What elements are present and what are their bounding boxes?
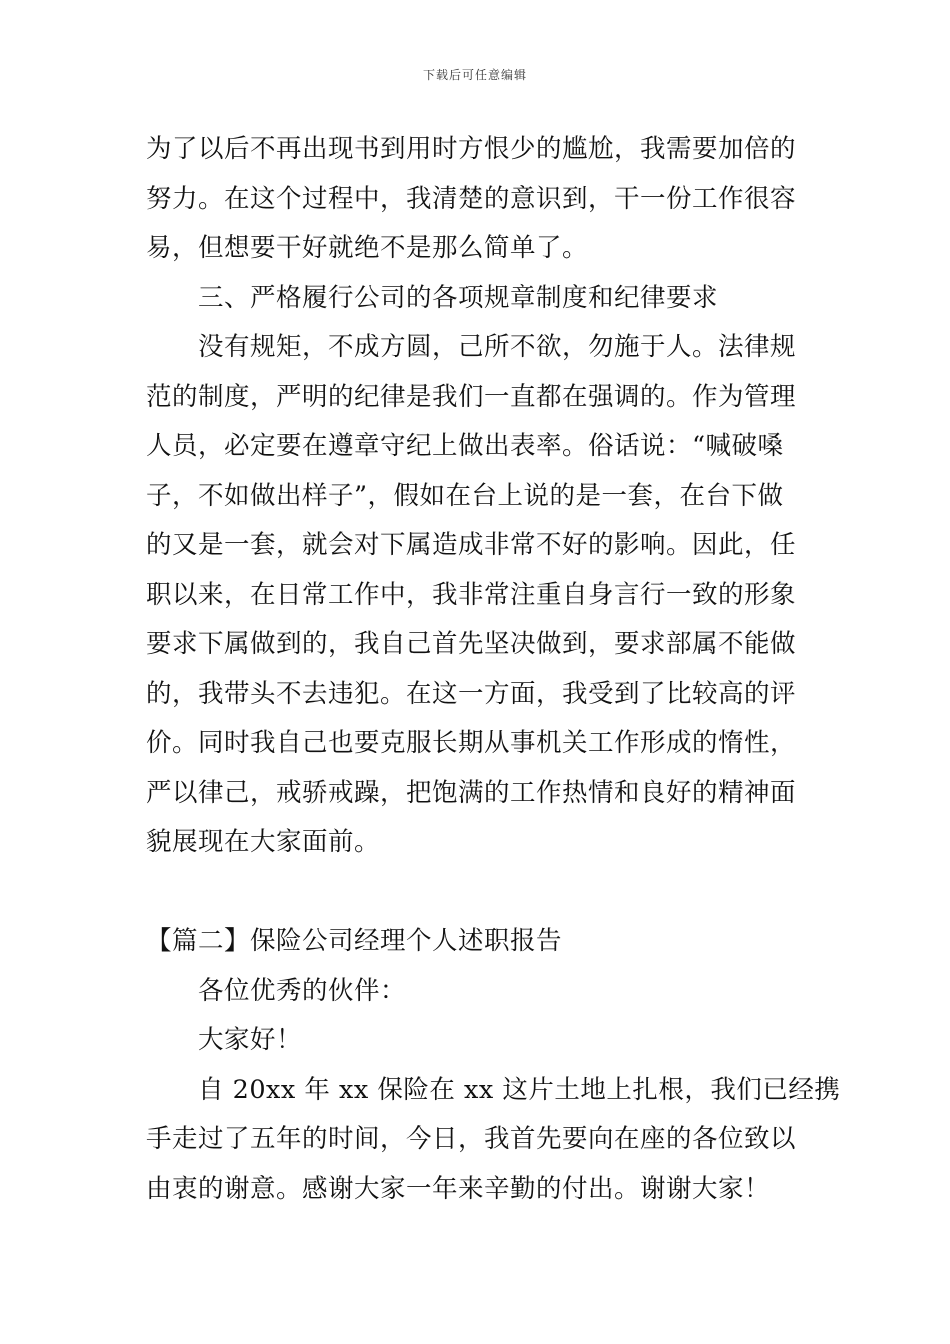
section-heading: 三、严格履行公司的各项规章制度和纪律要求 bbox=[198, 282, 719, 313]
paragraph-line: 的又是一套，就会对下属造成非常不好的影响。因此，任 bbox=[146, 530, 797, 560]
paragraph-line: 要求下属做到的，我自己首先坚决做到，要求部属不能做 bbox=[146, 629, 797, 659]
paragraph-line: 没有规矩，不成方圆，己所不欲，勿施于人。法律规 bbox=[198, 332, 797, 362]
paragraph-line: 自 20xx 年 xx 保险在 xx 这片土地上扎根，我们已经携 bbox=[198, 1074, 841, 1105]
greeting: 大家好！ bbox=[198, 1025, 303, 1055]
paragraph-line: 职以来，在日常工作中，我非常注重自身言行一致的形象 bbox=[146, 579, 797, 610]
article-title: 【篇二】保险公司经理个人述职报告 bbox=[146, 926, 563, 956]
paragraph-line: 严以律己，戒骄戒躁，把饱满的工作热情和良好的精神面 bbox=[146, 777, 797, 808]
paragraph-line: 为了以后不再出现书到用时方恨少的尴尬，我需要加倍的 bbox=[146, 134, 797, 164]
paragraph-line: 手走过了五年的时间，今日，我首先要向在座的各位致以 bbox=[146, 1124, 797, 1154]
paragraph-line: 由衷的谢意。感谢大家一年来辛勤的付出。谢谢大家！ bbox=[146, 1173, 771, 1204]
paragraph-line: 子，不如做出样子”，假如在台上说的是一套，在台下做 bbox=[146, 480, 784, 511]
salutation: 各位优秀的伙伴： bbox=[198, 975, 407, 1006]
blank-line bbox=[146, 868, 810, 918]
paragraph-line: 价。同时我自己也要克服长期从事机关工作形成的惰性， bbox=[146, 728, 797, 758]
paragraph-line: 人员，必定要在遵章守纪上做出表率。俗话说：“喊破嗓 bbox=[146, 431, 784, 461]
paragraph-line: 范的制度，严明的纪律是我们一直都在强调的。作为管理 bbox=[146, 381, 797, 412]
paragraph-line: 努力。在这个过程中，我清楚的意识到，干一份工作很容 bbox=[146, 183, 797, 214]
paragraph-line: 的，我带头不去违犯。在这一方面，我受到了比较高的评 bbox=[146, 678, 797, 709]
paragraph-line: 貌展现在大家面前。 bbox=[146, 827, 381, 857]
page-header-note: 下载后可任意编辑 bbox=[422, 68, 527, 82]
paragraph-line: 易，但想要干好就绝不是那么简单了。 bbox=[146, 233, 589, 263]
document-body bbox=[146, 125, 841, 1214]
